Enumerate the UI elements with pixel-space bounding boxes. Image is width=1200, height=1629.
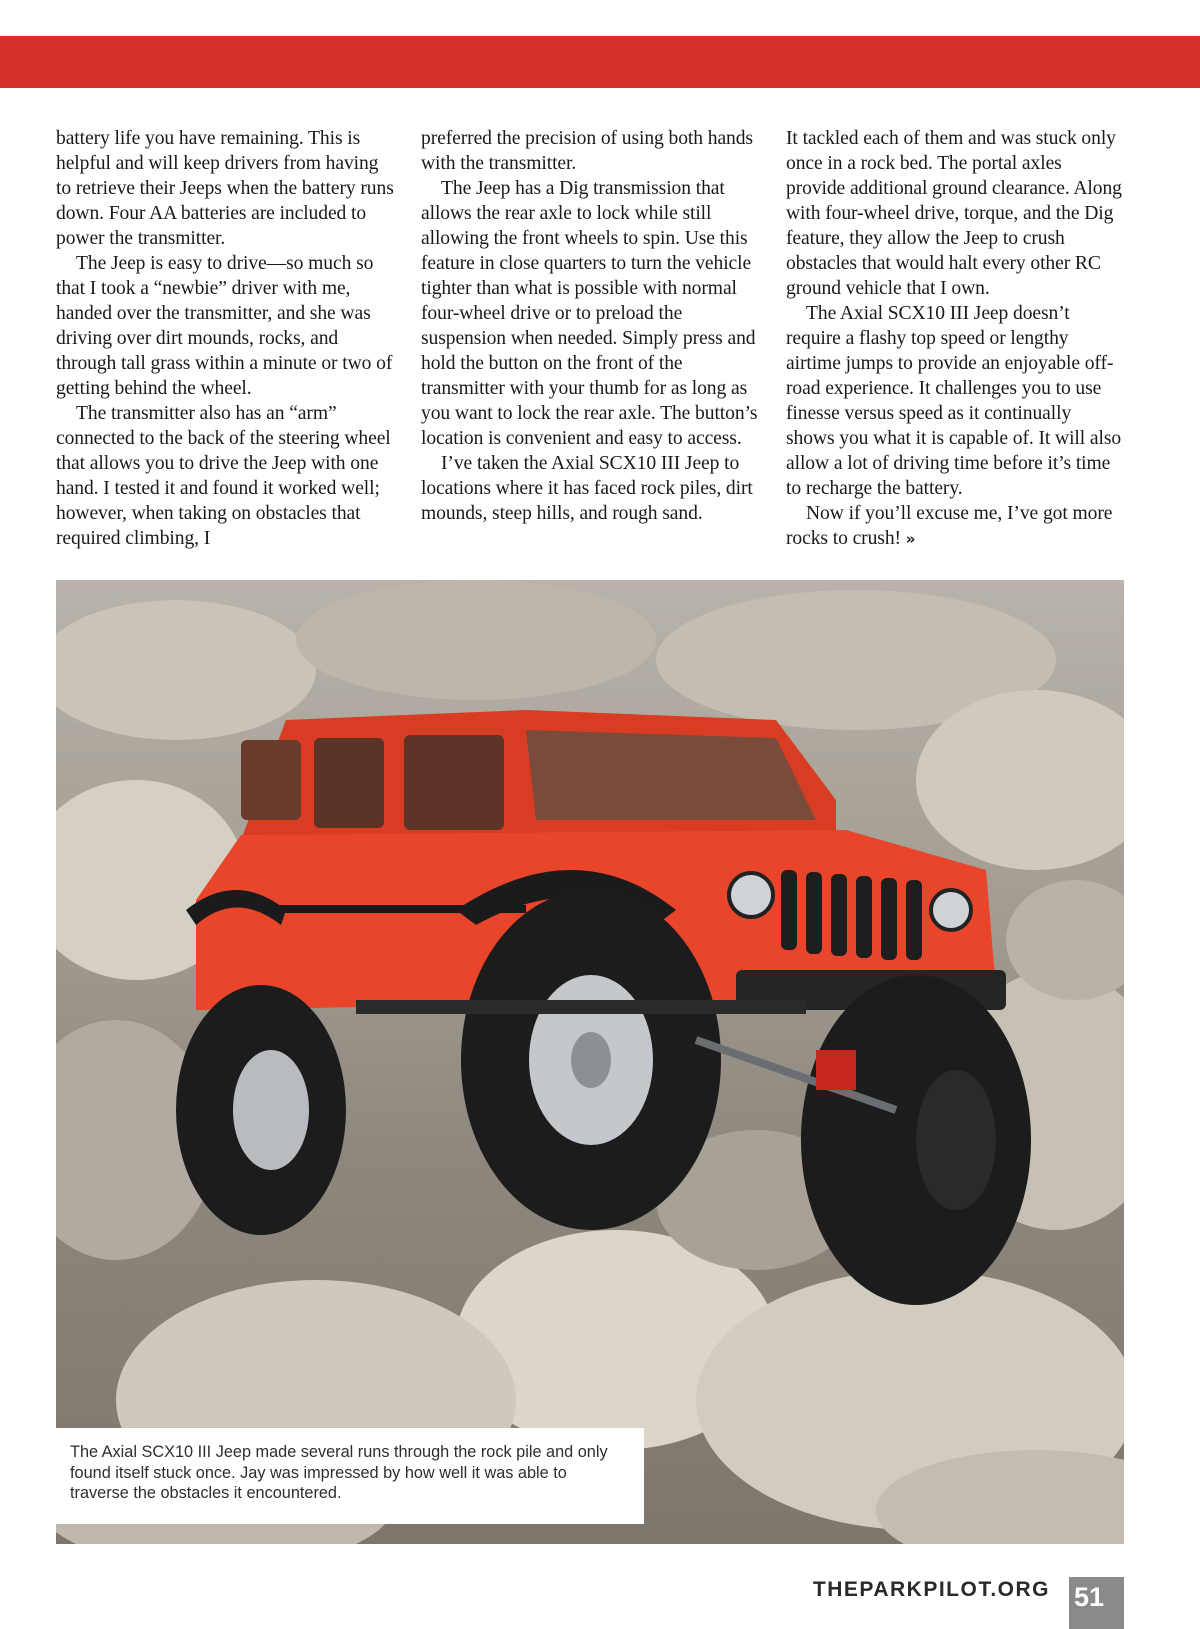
- paragraph: preferred the precision of using both hands with the transmitter.: [421, 128, 753, 174]
- article-body: [56, 126, 1124, 552]
- article-column-2: [421, 126, 759, 552]
- end-of-article-mark: »: [905, 530, 916, 548]
- paragraph: [786, 501, 1124, 552]
- paragraph: The Jeep is easy to drive—so much so that I took a “newbie” driver with me, handed over the transmitter, and she was driving over dirt mounds, rocks, and through tall grass within a minute or two of getting behind the wheel.: [56, 253, 393, 399]
- paragraph: The Jeep has a Dig transmission that allows the rear axle to lock while still allowing the front wheels to spin. Use this feature in close quarters to turn the vehicle tighter than what is possible with normal four-wheel drive or to preload the suspension when needed. Simply press and hold the button on the front of the transmitter with your thumb for as long as you want to lock the rear axle. The button’s location is convenient and easy to access.: [421, 178, 758, 449]
- header-color-band: [0, 36, 1200, 88]
- photo-caption: The Axial SCX10 III Jeep made several runs through the rock pile and only found itself stuck once. Jay was impressed by how well it was able to traverse the obstacles it encountered.: [56, 1428, 644, 1524]
- paragraph: The Axial SCX10 III Jeep doesn’t require a flashy top speed or lengthy airtime jumps to provide an enjoyable off-road experience. It challenges you to use finesse versus speed as it continually shows you what it is capable of. It will also allow a lot of driving time before it’s time to recharge the battery.: [786, 303, 1122, 499]
- footer-website: THEPARKPILOT.ORG: [812, 1578, 1050, 1601]
- jeep-photo: [56, 580, 1124, 1544]
- article-column-1: [56, 126, 394, 552]
- closing-sentence: Now if you’ll excuse me, I’ve got more rocks to crush!: [786, 503, 1113, 549]
- paragraph: I’ve taken the Axial SCX10 III Jeep to locations where it has faced rock piles, dirt mounds, steep hills, and rough sand.: [421, 453, 753, 524]
- paragraph: battery life you have remaining. This is helpful and will keep drivers from having to retrieve their Jeeps when the battery runs down. Four AA batteries are included to power the transmitter.: [56, 128, 394, 249]
- page-number: 51: [1073, 1582, 1105, 1612]
- jeep-on-rocks-illustration: [56, 580, 1124, 1544]
- paragraph: The transmitter also has an “arm” connected to the back of the steering wheel that allows you to drive the Jeep with one hand. I tested it and found it worked well; however, when taking on obstacles that required climbing, I: [56, 403, 391, 549]
- article-column-3: [786, 126, 1124, 552]
- paragraph: It tackled each of them and was stuck only once in a rock bed. The portal axles provide additional ground clearance. Along with four-wheel drive, torque, and the Dig feature, they allow the Jeep to crush obstacles that would halt every other RC ground vehicle that I own.: [786, 128, 1122, 299]
